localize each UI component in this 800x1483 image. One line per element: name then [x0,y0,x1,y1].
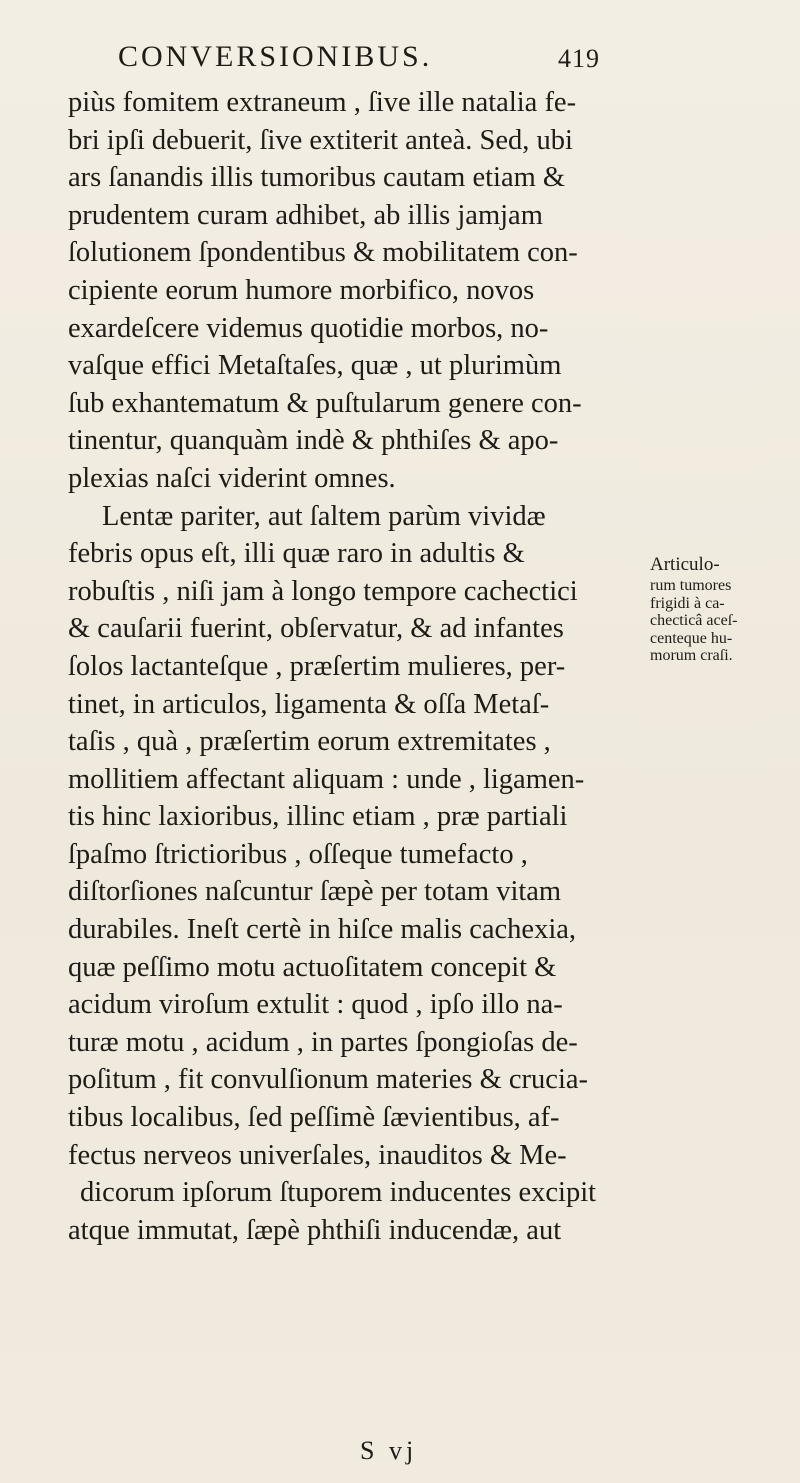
text-line: acidum viroſum extulit : quod , ipſo illo na- [68,989,563,1021]
text-line: prudentem curam adhibet, ab illis jamjam [68,199,543,231]
text-line: taſis , quà , præſertim eorum extremitates , [68,726,551,758]
text-line: piùs fomitem extraneum , ſive ille natalia fe- [68,87,577,118]
text-line: turæ motu , acidum , in partes ſpongioſas de- [68,1026,578,1058]
text-line: febris opus eſt, illi quæ raro in adultis & [68,538,525,570]
text-line: tinentur, quanquàm indè & phthiſes & apo- [68,425,559,457]
text-line: tis hinc laxioribus, illinc etiam , præ partiali [68,801,568,833]
text-line: poſitum , fit convulſionum materies & crucia- [68,1064,588,1096]
text-line: mollitiem affectant aliquam : unde , ligamen- [68,763,585,795]
text-line: ars ſanandis illis tumoribus cautam etiam & [68,162,566,194]
text-line: diſtorſiones naſcuntur ſæpè per totam vitam [68,876,562,908]
text-line: tibus localibus, ſed peſſimè ſævientibus, af- [68,1102,560,1134]
text-line: vaſque effici Metaſtaſes, quæ , ut plurimùm [68,350,562,382]
text-line: quæ peſſimo motu actuoſitatem concepit & [68,951,557,983]
text-line: ſpaſmo ſtrictioribus , oſſeque tumefacto , [68,838,528,870]
text-line: plexias naſci viderint omnes. [68,462,396,494]
text-line: Lentæ pariter, aut ſaltem parùm vividæ [102,500,546,532]
page-number: 419 [558,44,600,73]
text-line: ſub exhantematum & puſtularum genere con- [68,387,582,419]
text-line: ſolutionem ſpondentibus & mobilitatem con- [68,237,578,269]
text-line: atque immutat, ſæpè phthiſi inducendæ, aut [68,1214,562,1246]
text-line: fectus nerveos univerſales, inauditos & Me- [68,1139,567,1171]
text-line: robuſtis , niſi jam à longo tempore cachectici [68,575,578,607]
text-line: dicorum ipſorum ſtuporem inducentes excipit [80,1177,597,1209]
margin-note-line: morum craſi. [650,647,733,664]
margin-note-line: frigidi à ca- [650,594,725,612]
margin-note-line: rum tumores [650,577,732,594]
marginal-note [650,553,796,665]
signature-mark: S vj [360,1436,418,1465]
text-line: ſolos lactanteſque , præſertim mulieres, per- [68,650,566,682]
margin-note-line: centeque hu- [650,629,733,647]
text-line: & cauſarii fuerint, obſervatur, & ad infantes [68,613,564,645]
text-line: bri ipſi debuerit, ſive extiterit anteà. Sed, ubi [68,124,573,156]
text-line: cipiente eorum humore morbifico, novos [68,274,535,306]
page-header [0,40,800,80]
text-line: tinet, in articulos, ligamenta & oſſa Metaſ- [68,688,550,720]
main-text-block [68,84,628,1249]
margin-note-line: Articulo- [650,554,720,575]
running-title: CONVERSIONIBUS. [118,40,433,73]
text-line: durabiles. Ineſt certè in hiſce malis cachexia, [68,914,577,946]
margin-note-line: checticâ aceſ- [650,612,738,629]
text-line: exardeſcere videmus quotidie morbos, no- [68,312,549,344]
